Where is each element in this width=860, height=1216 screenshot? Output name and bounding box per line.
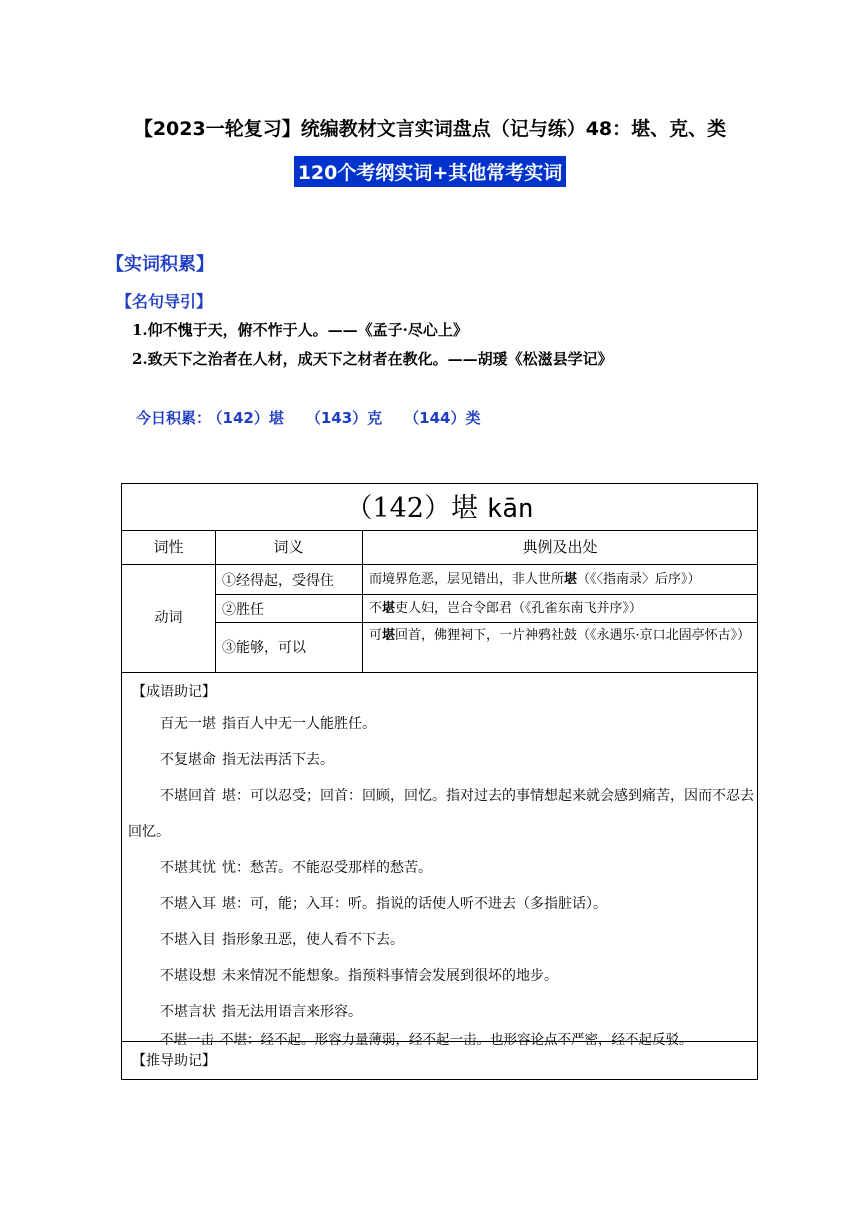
idiom-item <box>160 922 758 958</box>
idiom-item <box>160 706 758 742</box>
idiom-definition: 指形象丑恶，使人看不下去。 <box>222 932 404 948</box>
divider <box>122 672 757 673</box>
idioms-label: 【成语助记】 <box>132 684 216 700</box>
document-title: 【2023一轮复习】统编教材文言实词盘点（记与练）48：堪、克、类 <box>133 118 727 140</box>
entry-heading-pinyin: kān <box>486 494 534 524</box>
meaning-cell: ②胜任 <box>222 602 264 618</box>
entry-table <box>121 483 758 1080</box>
subtitle-container <box>0 156 860 187</box>
today-label: 今日积累： <box>136 409 212 427</box>
idiom-item <box>160 742 758 778</box>
idiom-definition: 指百人中无一人能胜任。 <box>222 716 376 732</box>
section-heading-accumulate: 【实词积累】 <box>106 254 214 275</box>
idiom-item <box>128 778 758 850</box>
example-source: 回首，佛狸祠下，一片神鸦社鼓（《永遇乐·京口北固亭怀古》） <box>395 628 751 643</box>
example-text: 可 <box>369 628 383 643</box>
example-cell <box>369 568 757 591</box>
example-keyword: 堪 <box>382 601 396 616</box>
today-item: （143）克 <box>305 409 383 427</box>
entry-heading-char: （142）堪 <box>345 493 478 524</box>
idiom-item <box>160 886 758 922</box>
idiom-term: 不堪入目 <box>160 932 216 948</box>
quote-line: 2.致天下之治者在人材，成天下之材者在教化。——胡瑗《松滋县学记》 <box>132 350 613 368</box>
quote-line: 1.仰不愧于天，俯不怍于人。——《孟子·尽心上》 <box>132 321 468 339</box>
example-text: 而境界危恶，层见错出，非人世所 <box>369 572 565 587</box>
idiom-definition: 堪：可以忍受；回首：回顾，回忆。指对过去的事情想起来就会感到痛苦，因而不忍去回忆。 <box>128 788 754 840</box>
example-keyword: 堪 <box>382 628 396 643</box>
divider <box>215 622 758 623</box>
idiom-term: 百无一堪 <box>160 716 216 732</box>
idiom-definition: 指无法用语言来形容。 <box>222 1004 362 1020</box>
example-cell <box>369 597 757 620</box>
idiom-definition: 堪：可，能；入耳：听。指说的话使人听不进去（多指脏话）。 <box>222 896 607 912</box>
divider <box>122 564 757 565</box>
divider <box>215 594 758 595</box>
idiom-term: 不堪设想 <box>160 968 216 984</box>
idiom-definition: 不堪：经不起。形容力量薄弱，经不起一击。也形容论点不严密，经不起反驳。 <box>220 1032 693 1048</box>
idiom-item <box>160 850 758 886</box>
idiom-definition: 忧：愁苦。不能忍受那样的愁苦。 <box>222 860 432 876</box>
derive-label: 【推导助记】 <box>132 1053 216 1069</box>
part-of-speech: 动词 <box>154 610 183 626</box>
idiom-definition: 指无法再活下去。 <box>222 752 334 768</box>
column-header-example: 典例及出处 <box>522 538 598 556</box>
example-text: 不 <box>369 601 383 616</box>
column-header-pos: 词性 <box>153 538 184 556</box>
idiom-term: 不堪回首 <box>160 788 216 804</box>
today-accumulation <box>136 407 502 428</box>
idiom-item <box>160 1022 758 1058</box>
example-source: 吏人妇，岂合令郎君（《孔雀东南飞并序》） <box>395 601 643 616</box>
idiom-item <box>160 958 758 994</box>
example-keyword: 堪 <box>564 572 578 587</box>
idiom-term: 不堪入耳 <box>160 896 216 912</box>
idiom-term: 不复堪命 <box>160 752 216 768</box>
example-source: （《〈指南录〉后序》） <box>577 572 701 587</box>
column-header-meaning: 词义 <box>273 538 304 556</box>
example-cell <box>369 624 757 647</box>
subtitle-banner: 120个考纲实词+其他常考实词 <box>294 156 567 187</box>
meaning-cell: ①经得起，受得住 <box>222 573 334 589</box>
idiom-definition: 未来情况不能想象。指预料事情会发展到很坏的地步。 <box>222 968 558 984</box>
idiom-term: 不堪其忧 <box>160 860 216 876</box>
today-item: （142）堪 <box>215 409 284 427</box>
section-heading-quotes: 【名句导引】 <box>116 292 213 311</box>
entry-heading <box>122 484 757 530</box>
meaning-cell: ③能够，可以 <box>222 640 306 656</box>
idiom-term: 不堪言状 <box>160 1004 216 1020</box>
today-item: （144）类 <box>404 409 481 427</box>
idiom-term: 不堪一击 <box>160 1032 214 1048</box>
